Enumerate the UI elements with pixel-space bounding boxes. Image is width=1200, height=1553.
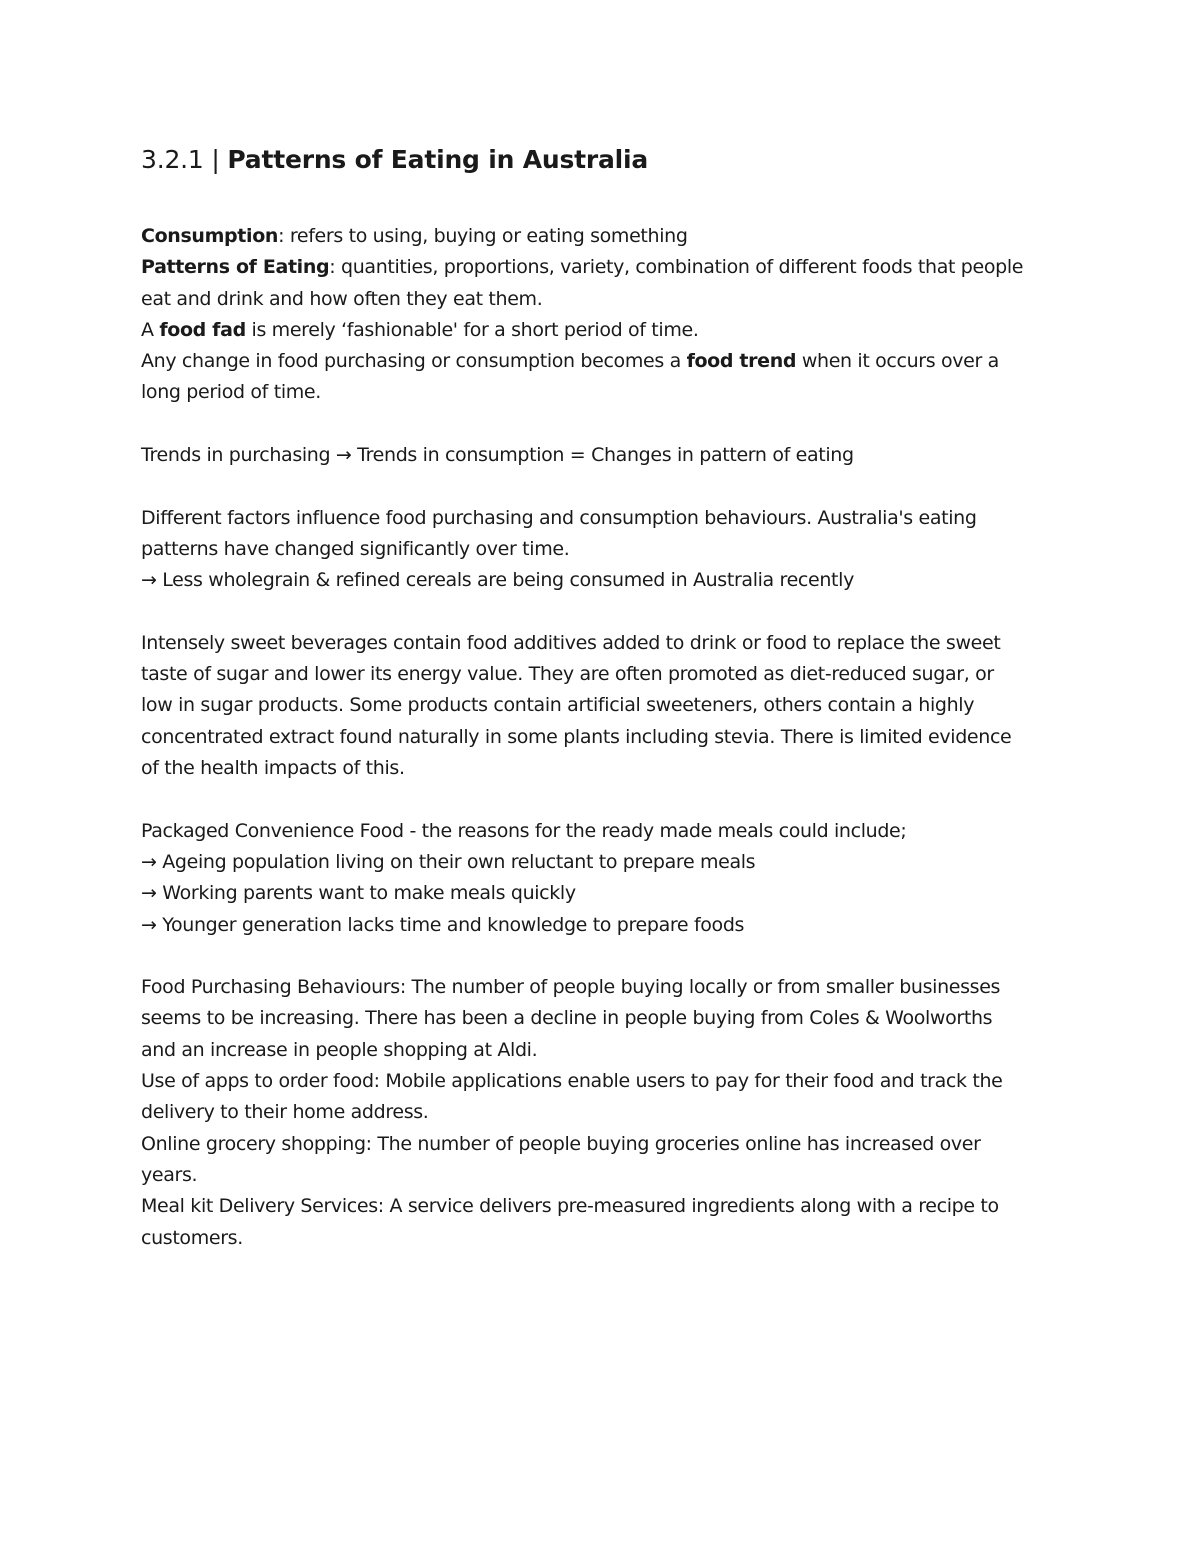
text-fragment: when it occurs over a — [796, 350, 999, 373]
term: Patterns of Eating — [141, 256, 330, 279]
paragraph-line: concentrated extract found naturally in some plants including stevia. There is limited evidence — [141, 725, 1012, 748]
paragraph-line: customers. — [141, 1226, 243, 1249]
text-fragment: A — [141, 318, 160, 341]
convenience-intro: Packaged Convenience Food - the reasons for the ready made meals could include; — [141, 819, 907, 842]
paragraph-line: Online grocery shopping: The number of people buying groceries online has increased over — [141, 1132, 981, 1155]
paragraph-line: eat and drink and how often they eat them. — [141, 287, 543, 310]
page-title — [141, 140, 1061, 180]
paragraph-line: long period of time. — [141, 381, 321, 404]
bullet-item: → Less wholegrain & refined cereals are being consumed in Australia recently — [141, 569, 854, 592]
paragraph-line: taste of sugar and lower its energy value. They are often promoted as diet-reduced sugar, or — [141, 663, 994, 686]
paragraph-line: seems to be increasing. There has been a decline in people buying from Coles & Woolworths — [141, 1007, 993, 1030]
bullet-item: → Working parents want to make meals quickly — [141, 882, 576, 905]
term: food trend — [686, 350, 797, 373]
trend-equation: Trends in purchasing → Trends in consumption = Changes in pattern of eating — [141, 444, 854, 467]
term: Consumption — [141, 225, 279, 247]
document-page — [141, 140, 1061, 1254]
paragraph-line: of the health impacts of this. — [141, 757, 405, 780]
definition-patterns — [141, 252, 1061, 283]
definition-text: is merely ‘fashionable' for a short period of time. — [245, 318, 699, 341]
paragraph-line: delivery to their home address. — [141, 1101, 429, 1124]
paragraph-line: Intensely sweet beverages contain food additives added to drink or food to replace the sweet — [141, 631, 1001, 654]
term: food fad — [159, 318, 246, 341]
paragraph-line: Use of apps to order food: Mobile applications enable users to pay for their food and track the — [141, 1070, 1003, 1093]
paragraph-line: Food Purchasing Behaviours: The number of people buying locally or from smaller businesses — [141, 976, 1001, 999]
section-title: Patterns of Eating in Australia — [227, 145, 649, 174]
paragraph-line: low in sugar products. Some products contain artificial sweeteners, others contain a highly — [141, 694, 975, 717]
definition-text: : refers to using, buying or eating something — [278, 225, 688, 247]
definition-consumption — [141, 221, 1061, 252]
paragraph-line: patterns have changed significantly over time. — [141, 537, 570, 560]
section-number: 3.2.1 | — [141, 145, 228, 174]
bullet-item: → Ageing population living on their own reluctant to prepare meals — [141, 850, 756, 873]
definition-food-trend — [141, 346, 1061, 377]
paragraph-line: Meal kit Delivery Services: A service delivers pre-measured ingredients along with a recipe to — [141, 1195, 999, 1218]
paragraph-line: Different factors influence food purchasing and consumption behaviours. Australia's eating — [141, 506, 977, 529]
paragraph-line: years. — [141, 1163, 198, 1186]
document-body — [141, 221, 1061, 1254]
definition-food-fad — [141, 315, 1061, 346]
paragraph-line: and an increase in people shopping at Aldi. — [141, 1038, 538, 1061]
bullet-item: → Younger generation lacks time and knowledge to prepare foods — [141, 913, 745, 936]
text-fragment: Any change in food purchasing or consumption becomes a — [141, 350, 687, 373]
definition-text: : quantities, proportions, variety, combination of different foods that people — [329, 256, 1024, 279]
